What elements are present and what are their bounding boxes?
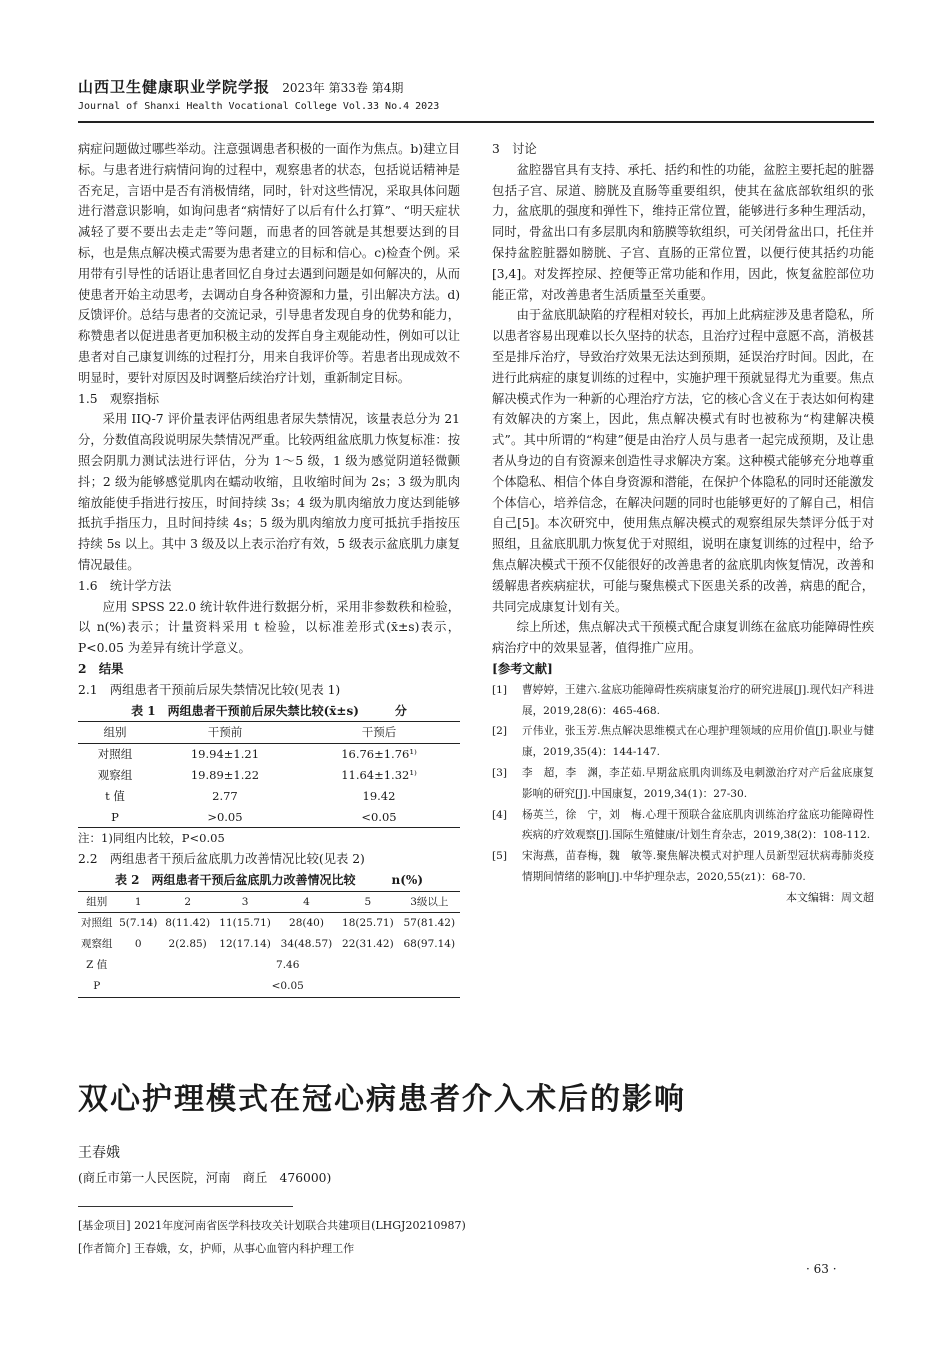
reference-number: [2] <box>492 725 508 738</box>
table-header: 5 <box>364 895 372 908</box>
table-cell: <0.05 <box>361 809 397 824</box>
table-cell: 8(11.42) <box>165 917 211 930</box>
journal-name-en: Journal of Shanxi Health Vocational College Vol.33 No.4 2023 <box>78 101 440 112</box>
table2-caption: 表 2 两组患者干预后盆底肌力改善情况比较 n(%) <box>114 872 423 887</box>
reference-item <box>492 680 874 722</box>
reference-number: [5] <box>492 850 508 863</box>
references-title: [参考文献] <box>492 660 553 676</box>
table-cell: P <box>93 979 101 992</box>
paragraph: 应用 SPSS 22.0 统计软件进行数据分析，采用非参数秩和检验，以 n(%)表示；计量资料采用 t 检验，以标准差形式(x̄±s)表示，P<0.05 为差异有统计学意义。 <box>78 599 460 656</box>
table-cell: t 值 <box>105 788 125 803</box>
reference-item <box>492 721 874 763</box>
header-rule <box>78 121 874 123</box>
table-cell: <0.05 <box>271 979 304 992</box>
table-row <box>78 786 460 807</box>
reference-text: 曹婷婷，王建六.盆底功能障碍性疾病康复治疗的研究进展[J].现代妇产科进展，2019,28(6)：465-468. <box>522 683 874 717</box>
table-cell: 观察组 <box>97 767 133 782</box>
table-row <box>78 976 460 997</box>
table-cell: 68(97.14) <box>403 938 456 951</box>
table-cell: 28(40) <box>289 917 324 930</box>
table-row <box>78 744 460 765</box>
reference-text: 亓伟业，张玉芳.焦点解决思维模式在心理护理领域的应用价值[J].职业与健康，2019,35(4)：144-147. <box>522 725 874 759</box>
journal-name-cn: 山西卫生健康职业学院学报 <box>78 78 271 96</box>
table-cell: 5(7.14) <box>119 917 158 930</box>
reference-number: [1] <box>492 683 508 696</box>
table-cell: >0.05 <box>207 809 243 824</box>
table-cell: 2(2.85) <box>168 938 207 951</box>
table-row <box>78 807 460 828</box>
footnote-rule <box>78 1206 293 1207</box>
article-author: 王春娥 <box>78 1145 120 1161</box>
reference-number: [3] <box>492 766 508 779</box>
table1-caption: 表 1 两组患者干预前后尿失禁比较(x̄±s) 分 <box>131 703 407 718</box>
table-header-row <box>78 891 460 913</box>
table-cell: 对照组 <box>97 747 133 762</box>
paragraph: 病症问题做过哪些举动。注意强调患者积极的一面作为焦点。b)建立目标。与患者进行病情问询的过程中，观察患者的状态，包括说话精神是否充足，言语中是否有消极情绪，同时，针对这些情况，采取具体问题进行潜意识影响，如询问患者“病情好了以后有什么打算”、“明天症状减轻了要不要出去走走”等问题，而患者的回答就是其想要达到的目标，也是焦点解决模式需要为患者建立的目标和信心。c)检查个例。采用带有引导性的话语让患者回忆自身过去遇到问题是如何解决的，从而使患者开始主动思考，去调动自身各种资源和力量，引出解决方法。d)反馈评价。总结与患者的交流记录，引导患者发现自身的优势和能力，称赞患者以促进患者更加积极主动的发挥自身主观能动性，例如可以让患者对自己康复训练的过程打分，用来自我评价等。若患者出现成效不明显时，要针对原因及时调整后续治疗计划，重新制定目标。 <box>78 142 460 385</box>
table-cell: 7.46 <box>276 959 300 972</box>
table-cell: 19.89±1.22 <box>190 767 260 782</box>
table-header: 3 <box>241 895 249 908</box>
journal-volume-cn: 2023年 第33卷 第4期 <box>282 81 404 95</box>
table-header-row <box>78 722 460 744</box>
section-heading-2-2: 2.2 两组患者干预后盆底肌力改善情况比较(见表 2) <box>78 852 365 867</box>
section-heading-2-1: 2.1 两组患者干预前后尿失禁情况比较(见表 1) <box>78 682 341 697</box>
author-affiliation: (商丘市第一人民医院，河南 商丘 476000) <box>78 1171 332 1185</box>
reference-item <box>492 846 874 888</box>
journal-header <box>78 76 874 112</box>
table-cell: 19.94±1.21 <box>190 747 260 762</box>
reference-item <box>492 805 874 847</box>
reference-text: 杨英兰，徐 宁，刘 梅.心理干预联合盆底肌肉训练治疗盆底功能障碍性疾病的疗效观察[J].国际生殖健康/计划生育杂志，2019,38(2)：108-112. <box>522 808 874 842</box>
table-header: 1 <box>134 895 142 908</box>
section-heading-1-5: 1.5 观察指标 <box>78 391 160 406</box>
table-cell: 2.77 <box>212 788 238 803</box>
table-header: 组别 <box>103 725 127 740</box>
table-cell: 11(15.71) <box>219 917 271 930</box>
paragraph: 由于盆底肌缺陷的疗程相对较长，再加上此病症涉及患者隐私，所以患者容易出现难以长久坚持的状态，且治疗过程中意愿不高，消极甚至是排斥治疗，导致治疗效果无法达到预期，延误治疗时间。因此，在进行此病症的康复训练的过程中，实施护理干预就显得尤为重要。焦点解决模式作为一种新的心理治疗方法，它的核心含义在于表达如何构建有效解决的方案上，因此，焦点解决模式有时也被称为“构建解决模式”。其中所谓的“构建”便是由治疗人员与患者一起完成预期，及让患者从身边的自有资源来创造性寻求解决方案。这种模式能够充分地尊重个体隐私、相信个体自身资源和潜能，在保护个体隐私的同时还能激发个体信心，培养信念，在解决问题的同时也能够更好的了解自己，相信自己[5]。本次研究中，使用焦点解决模式的观察组尿失禁评分低于对照组，且盆底肌肌力恢复优于对照组，说明在康复训练的过程中，给予焦点解决模式干预不仅能很好的改善患者的盆底肌肉恢复情况，改善和缓解患者疾病症状，可能与聚焦模式下医患关系的改善，病患的配合，共同完成康复计划有关。 <box>492 308 874 614</box>
table-cell: 19.42 <box>362 788 396 803</box>
table1 <box>78 721 460 828</box>
fund-footnote: [基金项目] 2021年度河南省医学科技攻关计划联合共建项目(LHGJ20210987) <box>78 1219 466 1232</box>
journal-title-line <box>78 76 874 97</box>
table-cell: 18(25.71) <box>342 917 394 930</box>
table-row <box>78 934 460 955</box>
paragraph: 盆腔器官具有支持、承托、括约和性的功能，盆腔主要托起的脏器包括子宫、尿道、膀胱及直肠等重要组织，使其在盆底部软组织的张力，盆底肌的强度和弹性下，维持正常位置，能够进行多种生理活动，同时，骨盆出口有多层肌肉和筋膜等软组织，可关闭骨盆出口，托住并保持盆腔脏器如膀胱、子宫、直肠的正常位置，以便行使其括约功能[3,4]。对发挥控尿、控便等正常功能和作用，因此，恢复盆腔部位功能正常，对改善患者生活质量至关重要。 <box>492 162 874 302</box>
table-cell: 对照组 <box>80 917 113 930</box>
section-heading-3: 3 讨论 <box>492 142 537 156</box>
reference-text: 李 超，李 渊，李芷茹.早期盆底肌肉训练及电刺激治疗对产后盆底康复影响的研究[J].中国康复，2019,34(1)：27-30. <box>522 766 874 800</box>
right-column <box>492 139 874 908</box>
section-heading-1-6: 1.6 统计学方法 <box>78 578 172 593</box>
table-row <box>78 765 460 786</box>
table-cell: 0 <box>134 938 142 951</box>
table-cell: 34(48.57) <box>280 938 333 951</box>
reference-number: [4] <box>492 808 508 821</box>
reference-text: 宋海燕，苗春梅，魏 敏等.聚焦解决模式对护理人员新型冠状病毒肺炎疫情期间情绪的影响[J].中华护理杂志，2020,55(z1)：68-70. <box>522 850 874 883</box>
table-cell: 16.76±1.76¹⁾ <box>341 747 417 762</box>
editor-credit: 本文编辑：周文超 <box>786 890 874 904</box>
table-cell: 22(31.42) <box>342 938 394 951</box>
section-heading-2: 2 结果 <box>78 660 124 676</box>
table-header: 2 <box>184 895 192 908</box>
table-header: 3级以上 <box>410 895 449 908</box>
page-number: · 63 · <box>806 1262 837 1276</box>
article-title: 双心护理模式在冠心病患者介入术后的影响 <box>78 1082 686 1117</box>
paragraph: 综上所述，焦点解决式干预模式配合康复训练在盆底功能障碍性疾病治疗中的效果显著，值得推广应用。 <box>492 620 874 656</box>
table-header: 组别 <box>86 895 108 908</box>
table-cell: P <box>111 809 119 824</box>
table-row <box>78 955 460 976</box>
table2 <box>78 891 460 998</box>
table-cell: 57(81.42) <box>403 917 456 930</box>
table-cell: 观察组 <box>80 938 113 951</box>
paragraph: 采用 IIQ-7 评价量表评估两组患者尿失禁情况，该量表总分为 21 分，分数值高段说明尿失禁情况严重。比较两组盆底肌力恢复标准：按照会阴肌力测试法进行评估，分为 1～5 级，1 级为感觉阴道轻微颤抖；2 级为能够感觉肌肉在蠕动收缩，且收缩时间为 2s；3 级为肌肉缩放能使手指进行按压，时间持续 3s；4 级为肌肉缩放力度达到能够抵抗手指压力，且时间持续 4s；5 级为肌肉缩放力度可抵抗手指按压持续 5s 以上。其中 3 级及以上表示治疗有效，5 级表示盆底肌力康复情况最佳。 <box>78 412 460 572</box>
author-bio-footnote: [作者简介] 王春娥，女，护师，从事心血管内科护理工作 <box>78 1242 355 1255</box>
table-row <box>78 913 460 934</box>
left-column <box>78 139 460 998</box>
table-header: 干预后 <box>361 725 397 740</box>
table1-note: 注：1)同组内比较，P<0.05 <box>78 831 225 846</box>
reference-item <box>492 763 874 805</box>
table-header: 4 <box>303 895 310 908</box>
table-cell: 12(17.14) <box>219 938 271 951</box>
table-cell: 11.64±1.32¹⁾ <box>341 767 417 782</box>
table-cell: Z 值 <box>86 959 108 972</box>
table-header: 干预前 <box>207 725 243 740</box>
